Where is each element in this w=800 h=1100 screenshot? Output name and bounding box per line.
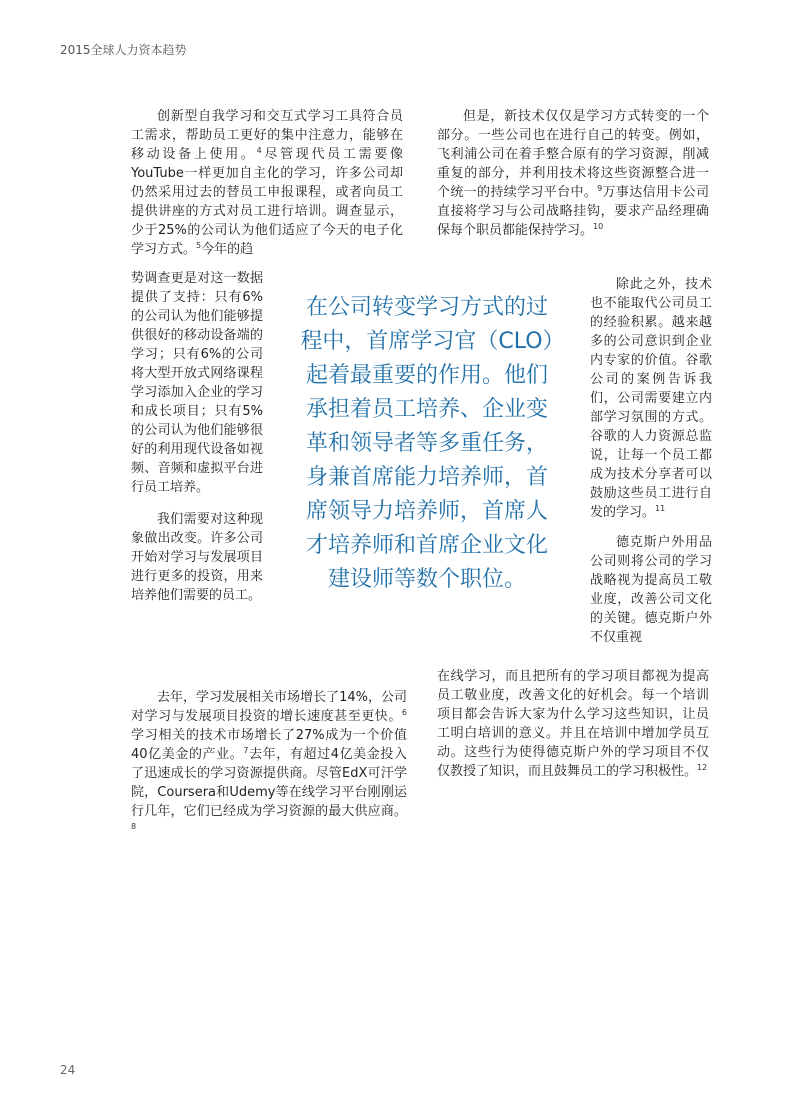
footnote-ref: 12 xyxy=(697,763,708,772)
footnote-ref: 9 xyxy=(597,184,603,193)
right-col-bottom xyxy=(437,667,709,781)
footnote-ref: 8 xyxy=(131,822,137,831)
footnote-ref: 5 xyxy=(196,241,202,250)
paragraph: 我们需要对这种现象做出改变。许多公司开始对学习与发展项目进行更多的投资，用来培养他们需要的员工。 xyxy=(131,512,263,603)
left-col-top xyxy=(131,107,403,259)
paragraph-continued: 在线学习，而且把所有的学习项目都视为提高员工敬业度，改善文化的好机会。每一个培训项目都会告诉大家为什么学习这些知识，让员工明白培训的意义。并且在培训中增加学员互动。这些行为使得德克斯户外的学习项目不仅仅教授了知识，而且鼓舞员工的学习积极性。$^{12}$ xyxy=(437,669,709,779)
footnote-ref: 11 xyxy=(655,504,666,513)
paragraph: 去年，学习发展相关市场增长了14%，公司对学习与发展项目投资的增长速度甚至更快。$^6$学习相关的技术市场增长了27%成为一个价值40亿美金的产业。$^7$去年，有超过4亿美金投入了迅速成长的学习资源提供商。尽管EdX可汗学院，Coursera和Udemy等在线学习平台刚刚运行几年，它们已经成为学习资源的最大供应商。$^8$ xyxy=(131,690,407,831)
right-col-top xyxy=(437,107,709,240)
page-number: 24 xyxy=(60,1063,76,1077)
left-col-bottom xyxy=(131,688,407,840)
footnote-ref: 4 xyxy=(256,146,262,155)
footnote-ref: 10 xyxy=(593,222,604,231)
paragraph: 除此之外，技术也不能取代公司员工的经验积累。越来越多的公司意识到企业内专家的价值。谷歌公司的案例告诉我们，公司需要建立内部学习氛围的方式。谷歌的人力资源总监说，让每一个员工都成为技术分享者可以鼓励这些员工进行自发的学习。$^{11}$ xyxy=(590,277,712,520)
paragraph-continued: 势调查更是对这一数据提供了支持：只有6%的公司认为他们能够提供很好的移动设备端的学习；只有6%的公司将大型开放式网络课程学习添加入企业的学习和成长项目；只有5%的公司认为他们能够很好的利用现代设备如视频、音频和虚拟平台进行员工培养。 xyxy=(131,271,263,495)
paragraph: 但是，新技术仅仅是学习方式转变的一个部分。一些公司也在进行自己的转变。例如，飞利浦公司在着手整合原有的学习资源，削减重复的部分，并利用技术将这些资源整合进一个统一的持续学习平台中。$^9$万事达信用卡公司直接将学习与公司战略挂钩，要求产品经理确保每个职员都能保持学习。$^{10}$ xyxy=(437,109,709,238)
right-col-narrow xyxy=(590,275,712,647)
paragraph: 德克斯户外用品公司则将公司的学习战略视为提高员工敬业度，改善公司文化的关键。德克斯户外不仅重视 xyxy=(590,535,712,645)
paragraph: 创新型自我学习和交互式学习工具符合员工需求，帮助员工更好的集中注意力，能够在移动设备上使用。$^4$尽管现代员工需要像YouTube一样更加自主化的学习，许多公司却仍然采用过去的替员工申报课程，或者向员工提供讲座的方式对员工进行培训。调查显示，少于25%的公司认为他们适应了今天的电子化学习方式。$^5$今年的趋 xyxy=(131,109,403,257)
footnote-ref: 7 xyxy=(243,746,249,755)
footnote-ref: 6 xyxy=(401,708,407,717)
left-col-narrow xyxy=(131,269,263,605)
running-header: 2015全球人力资本趋势 xyxy=(60,43,187,57)
pull-quote: 在公司转变学习方式的过程中，首席学习官（CLO）起着最重要的作用。他们承担着员工培养、企业变革和领导者等多重任务，身兼首席能力培养师，首席领导力培养师，首席人才培养师和首席企业文化建设师等数个职位。 xyxy=(300,295,554,592)
